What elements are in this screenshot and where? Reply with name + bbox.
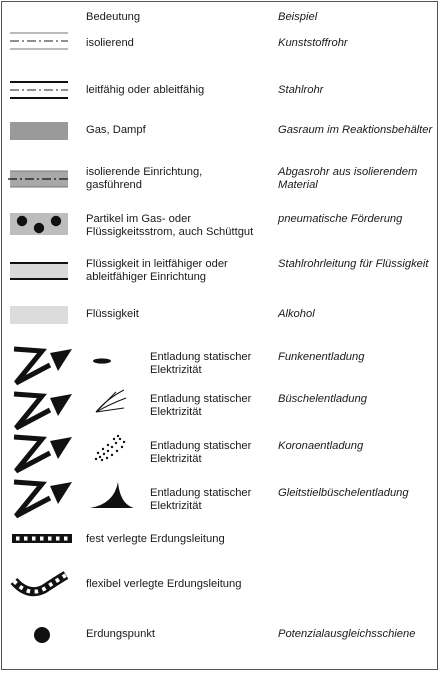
lightning-arrow-icon: [10, 390, 74, 432]
row-example-pneumatische-foerderung: pneumatische Förderung: [278, 213, 403, 225]
header-description: Bedeutung: [86, 11, 141, 23]
row-example-funkenentladung: Funkenentladung: [278, 351, 365, 363]
row-desc-fluessigkeit: Flüssigkeit: [86, 308, 139, 320]
spark-discharge-icon: [92, 356, 114, 366]
row-example-koronaentladung: Koronaentladung: [278, 440, 364, 452]
lightning-arrow-icon: [10, 478, 74, 520]
fixed-earthing-line-symbol: [12, 534, 74, 544]
row-desc-fest-erdung: fest verlegte Erdungsleitung: [86, 533, 225, 545]
lightning-arrow-icon: [10, 345, 74, 387]
particle-stream-symbol: [10, 211, 68, 237]
insulating-pipe-symbol: [10, 31, 68, 51]
row-desc-entladung-1: Entladung statischer Elektrizität: [150, 351, 252, 376]
row-desc-isolierend: isolierend: [86, 37, 134, 49]
row-desc-entladung-2: Entladung statischer Elektrizität: [150, 393, 252, 418]
propagating-brush-discharge-icon: [90, 482, 136, 510]
row-example-kunststoffrohr: Kunststoffrohr: [278, 37, 348, 49]
row-desc-gas: Gas, Dampf: [86, 124, 146, 136]
row-desc-leitfaehig: leitfähig oder ableitfähig: [86, 84, 205, 96]
row-desc-fluessigkeit-leitfaehig: Flüssigkeit in leitfähiger oder ableitfähiger Einrichtung: [86, 258, 228, 283]
row-desc-erdungspunkt: Erdungspunkt: [86, 628, 156, 640]
legend-frame: [1, 1, 438, 670]
flexible-earthing-line-symbol: [10, 571, 70, 597]
row-desc-flexibel-erdung: flexibel verlegte Erdungsleitung: [86, 578, 242, 590]
row-example-bueschelentladung: Büschelentladung: [278, 393, 367, 405]
row-desc-entladung-4: Entladung statischer Elektrizität: [150, 487, 252, 512]
row-example-gasraum: Gasraum im Reaktionsbehälter: [278, 124, 433, 136]
insulating-gas-device-symbol: [8, 169, 70, 189]
row-example-abgasrohr: Abgasrohr aus isolierendem Material: [278, 166, 418, 191]
row-desc-isolierende-einrichtung: isolierende Einrichtung, gasführend: [86, 166, 203, 191]
row-example-stahlrohrleitung: Stahlrohrleitung für Flüssigkeit: [278, 258, 429, 270]
header-example: Beispiel: [278, 11, 318, 23]
gas-vapour-symbol: [10, 122, 68, 140]
lightning-arrow-icon: [10, 433, 74, 475]
row-example-gleitstielbueschelentladung: Gleitstielbüschelentladung: [278, 487, 409, 499]
brush-discharge-icon: [94, 388, 128, 416]
liquid-symbol: [10, 306, 68, 324]
row-example-stahlrohr: Stahlrohr: [278, 84, 324, 96]
row-desc-partikel: Partikel im Gas- oder Flüssigkeitsstrom, auch Schüttgut: [86, 213, 254, 238]
conductive-pipe-symbol: [10, 80, 68, 100]
row-desc-entladung-3: Entladung statischer Elektrizität: [150, 440, 252, 465]
liquid-conductive-symbol: [10, 261, 68, 281]
earthing-point-symbol: [33, 626, 51, 644]
corona-discharge-icon: [92, 433, 128, 463]
row-example-potenzialausgleich: Potenzialausgleichsschiene: [278, 628, 416, 640]
row-example-alkohol: Alkohol: [278, 308, 315, 320]
